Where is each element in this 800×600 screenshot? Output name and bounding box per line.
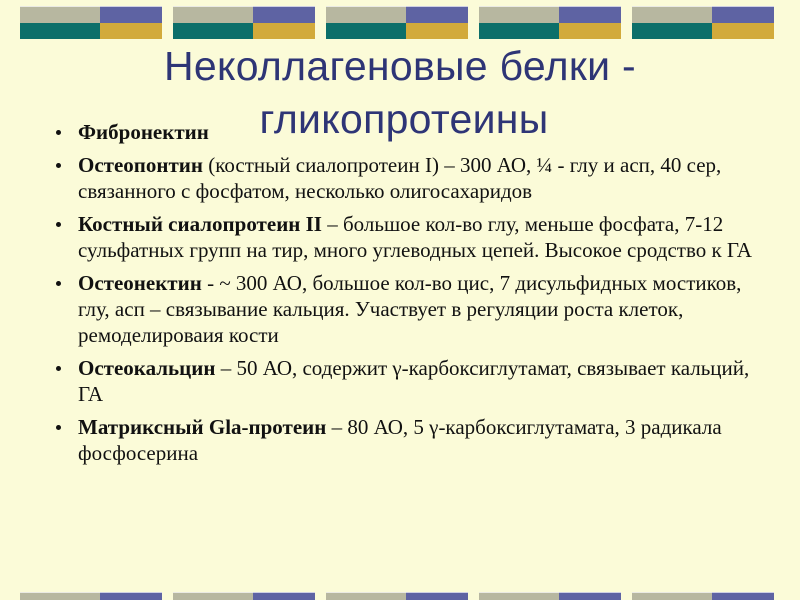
bullet-list (48, 119, 753, 473)
decorative-tile (173, 6, 315, 39)
item-term: Остеонектин (78, 271, 202, 295)
item-text: – 50 АО, содержит γ-карбоксиглутамат, связывает кальций, ГА (78, 356, 750, 406)
decorative-tile (326, 592, 468, 600)
item-text: – 80 АО, 5 γ-карбоксиглутамата, 3 радикала фосфосерина (78, 415, 722, 465)
decorative-tile (632, 6, 774, 39)
decorative-tile (20, 6, 162, 39)
list-item (48, 211, 753, 263)
item-term: Костный сиалопротеин II (78, 212, 322, 236)
list-item (48, 270, 753, 348)
item-term: Матриксный Gla-протеин (78, 415, 327, 439)
item-text: (костный сиалопротеин I) – 300 АО, ¼ - глу и асп, 40 сер, связанного с фосфатом, несколько олигосахаридов (78, 153, 722, 203)
item-text: – большое кол-во глу, меньше фосфата, 7-12 сульфатных групп на тир, много углеводных цепей. Высокое сродство к ГА (78, 212, 752, 262)
decorative-tile (20, 592, 162, 600)
slide-title-line1: Неколлагеновые белки - (164, 43, 636, 89)
list-item (48, 119, 753, 145)
decorative-tile (479, 592, 621, 600)
list-item (48, 355, 753, 407)
decorative-tile (173, 592, 315, 600)
decorative-tile (632, 592, 774, 600)
bottom-decorative-band (0, 592, 800, 600)
decorative-tile (479, 6, 621, 39)
decorative-tile (326, 6, 468, 39)
item-term: Остеопонтин (78, 153, 204, 177)
list-item (48, 414, 753, 466)
top-decorative-band (0, 0, 800, 44)
item-term: Фибронектин (78, 120, 209, 144)
item-text: - ~ 300 АО, большое кол-во цис, 7 дисульфидных мостиков, глу, асп – связывание кальция. Участвует в регуляции роста клеток, ремоделироваия кости (78, 271, 742, 347)
item-term: Остеокальцин (78, 356, 216, 380)
list-item (48, 152, 753, 204)
slide-title-line2: гликопротеины (259, 96, 549, 142)
